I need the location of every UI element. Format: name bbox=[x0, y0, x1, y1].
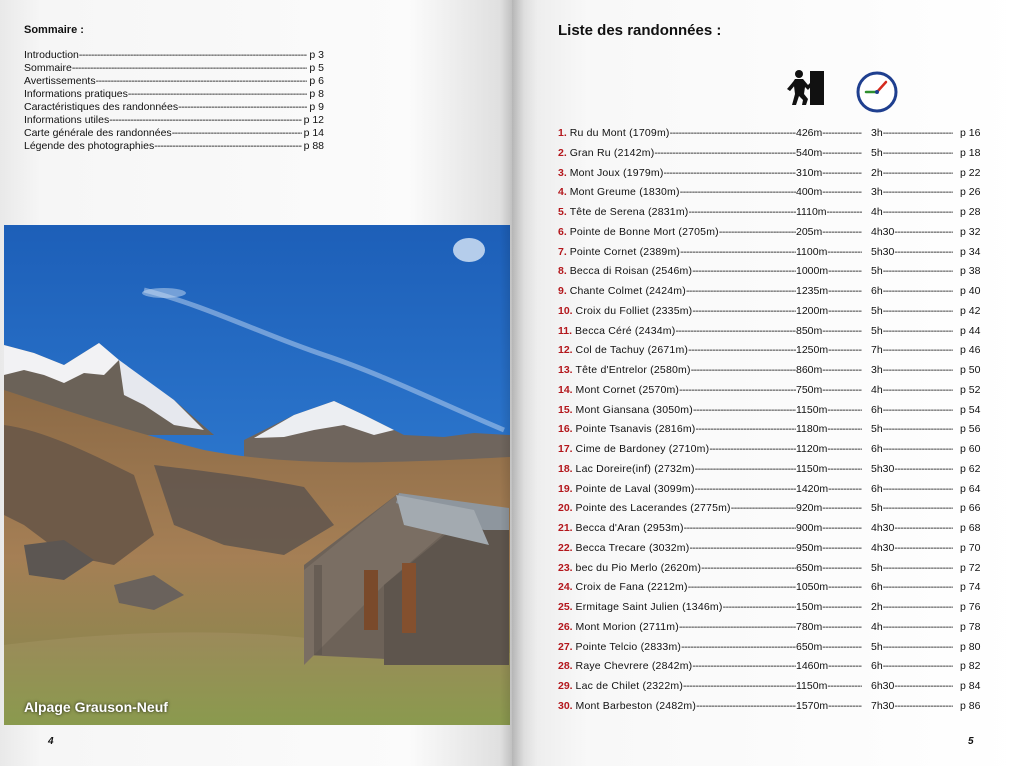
hike-name-cell bbox=[558, 322, 796, 342]
hike-elevation: 860m ----- bbox=[796, 361, 862, 381]
hike-elevation: 1250m ----- bbox=[796, 341, 862, 361]
hike-duration: 5h ----- bbox=[871, 322, 953, 342]
hike-elevation: 780m ----- bbox=[796, 618, 862, 638]
hike-duration: 4h30 ----- bbox=[871, 223, 953, 243]
table-of-contents bbox=[24, 49, 324, 153]
hike-row bbox=[558, 420, 988, 440]
hike-elevation: 1200m ----- bbox=[796, 302, 862, 322]
hike-number: 3. bbox=[558, 166, 567, 179]
hike-duration: 5h ----- bbox=[871, 144, 953, 164]
hike-name: Becca Céré (2434m) bbox=[574, 324, 676, 337]
toc-label: Informations utiles bbox=[24, 114, 110, 126]
hike-row bbox=[558, 124, 988, 144]
hike-name-cell bbox=[558, 657, 796, 677]
hike-number: 10. bbox=[558, 304, 573, 317]
hike-page: p 64 bbox=[960, 482, 981, 495]
hike-duration: 5h ----- bbox=[871, 638, 953, 658]
hike-row bbox=[558, 578, 988, 598]
hike-name: Pointe Tsanavis (2816m) bbox=[575, 423, 696, 436]
hike-name-cell bbox=[558, 697, 796, 717]
hike-row bbox=[558, 322, 988, 342]
hike-page: p 82 bbox=[960, 660, 981, 673]
hike-elevation: 1150m ----- bbox=[796, 677, 862, 697]
hike-row bbox=[558, 499, 988, 519]
hike-name: Pointe Telcio (2833m) bbox=[575, 640, 682, 653]
hike-name-cell bbox=[558, 618, 796, 638]
hike-name: Pointe de Bonne Mort (2705m) bbox=[569, 225, 719, 238]
toc-title: Sommaire : bbox=[24, 24, 84, 36]
toc-leader bbox=[109, 114, 301, 127]
hike-duration: 2h ----- bbox=[871, 598, 953, 618]
hike-elevation: 1100m ----- bbox=[796, 243, 862, 263]
toc-row bbox=[24, 114, 324, 127]
hike-row bbox=[558, 539, 988, 559]
hike-row bbox=[558, 657, 988, 677]
hike-elevation: 1150m ----- bbox=[796, 460, 862, 480]
hike-elevation: 1570m ----- bbox=[796, 697, 862, 717]
hike-name-cell bbox=[558, 381, 796, 401]
hike-elevation: 426m ----- bbox=[796, 124, 862, 144]
toc-leader bbox=[79, 49, 308, 62]
hike-name-cell bbox=[558, 361, 796, 381]
hike-number: 23. bbox=[558, 561, 573, 574]
hike-elevation: 1000m ----- bbox=[796, 262, 862, 282]
hike-name-cell bbox=[558, 499, 796, 519]
hike-elevation: 1050m ----- bbox=[796, 578, 862, 598]
hike-elevation: 650m ----- bbox=[796, 638, 862, 658]
hike-duration: 6h ----- bbox=[871, 657, 953, 677]
hike-page: p 44 bbox=[960, 324, 981, 337]
hike-name-cell bbox=[558, 598, 796, 618]
hike-name: Mont Morion (2711m) bbox=[575, 620, 679, 633]
hike-page: p 22 bbox=[960, 166, 981, 179]
toc-leader bbox=[172, 127, 302, 140]
hike-elevation: 1180m ----- bbox=[796, 420, 862, 440]
hike-row bbox=[558, 203, 988, 223]
hike-page: p 52 bbox=[960, 383, 981, 396]
hike-name-cell bbox=[558, 262, 796, 282]
hike-duration: 4h30 ----- bbox=[871, 539, 953, 559]
hike-number: 8. bbox=[558, 265, 567, 278]
hike-name-cell bbox=[558, 420, 796, 440]
hike-elevation: 205m ----- bbox=[796, 223, 862, 243]
hike-name: Croix du Folliet (2335m) bbox=[575, 304, 693, 317]
toc-page: p 12 bbox=[303, 114, 324, 126]
toc-leader bbox=[178, 101, 307, 114]
hike-elevation: 1110m ----- bbox=[796, 203, 862, 223]
hike-page: p 84 bbox=[960, 680, 981, 692]
hike-elevation: 540m ----- bbox=[796, 144, 862, 164]
hike-page: p 56 bbox=[960, 423, 981, 436]
hike-duration: 3h ----- bbox=[871, 183, 953, 203]
toc-row bbox=[24, 49, 324, 62]
toc-row bbox=[24, 140, 324, 153]
hike-name: Croix de Fana (2212m) bbox=[575, 581, 688, 594]
toc-page: p 3 bbox=[309, 49, 324, 61]
hiker-icon bbox=[786, 67, 828, 109]
hike-page: p 38 bbox=[960, 265, 981, 278]
hike-row bbox=[558, 460, 988, 480]
hike-duration: 5h ----- bbox=[871, 499, 953, 519]
hike-row bbox=[558, 164, 988, 184]
hike-number: 12. bbox=[558, 344, 573, 357]
hike-elevation: 650m ----- bbox=[796, 559, 862, 579]
clock-icon bbox=[855, 70, 899, 114]
hike-page: p 74 bbox=[960, 581, 981, 594]
toc-row bbox=[24, 62, 324, 75]
hike-row bbox=[558, 401, 988, 421]
hike-row bbox=[558, 638, 988, 658]
hike-duration: 4h ----- bbox=[871, 381, 953, 401]
hike-name-cell bbox=[558, 559, 796, 579]
hike-duration: 5h ----- bbox=[871, 559, 953, 579]
toc-row bbox=[24, 127, 324, 140]
hike-number: 14. bbox=[558, 383, 573, 396]
hike-elevation: 950m ----- bbox=[796, 539, 862, 559]
hike-number: 28. bbox=[558, 660, 573, 673]
hike-name-cell bbox=[558, 401, 796, 421]
hike-duration: 6h ----- bbox=[871, 480, 953, 500]
book-gutter bbox=[500, 0, 524, 766]
hike-duration: 5h ----- bbox=[871, 262, 953, 282]
hike-number: 1. bbox=[558, 127, 567, 139]
hike-page: p 66 bbox=[960, 502, 981, 515]
hike-number: 24. bbox=[558, 581, 573, 594]
hike-elevation: 1235m ----- bbox=[796, 282, 862, 302]
hike-row bbox=[558, 440, 988, 460]
hike-elevation: 900m ----- bbox=[796, 519, 862, 539]
hike-name-cell bbox=[558, 203, 796, 223]
hike-page: p 76 bbox=[960, 601, 981, 613]
hike-row bbox=[558, 559, 988, 579]
hike-row bbox=[558, 243, 988, 263]
hike-name: Ermitage Saint Julien (1346m) bbox=[575, 601, 723, 613]
hike-number: 27. bbox=[558, 640, 573, 653]
hike-name-cell bbox=[558, 302, 796, 322]
hike-name-cell bbox=[558, 223, 796, 243]
hike-row bbox=[558, 361, 988, 381]
toc-leader bbox=[154, 140, 301, 153]
hike-row bbox=[558, 302, 988, 322]
toc-label: Caractéristiques des randonnées bbox=[24, 101, 179, 113]
hike-number: 2. bbox=[558, 146, 567, 159]
hike-list-title: Liste des randonnées : bbox=[558, 22, 722, 39]
hike-page: p 40 bbox=[960, 285, 981, 297]
hike-duration: 5h ----- bbox=[871, 302, 953, 322]
hike-number: 18. bbox=[558, 462, 573, 475]
toc-label: Légende des photographies bbox=[24, 140, 155, 152]
hike-name: Chante Colmet (2424m) bbox=[569, 285, 686, 297]
hike-number: 15. bbox=[558, 403, 573, 416]
hike-name: Tête d'Entrelor (2580m) bbox=[575, 364, 691, 376]
hike-duration: 4h ----- bbox=[871, 618, 953, 638]
toc-leader bbox=[72, 62, 308, 75]
toc-label: Carte générale des randonnées bbox=[24, 127, 172, 139]
hike-number: 16. bbox=[558, 423, 573, 436]
toc-page: p 14 bbox=[303, 127, 324, 139]
hike-row bbox=[558, 697, 988, 717]
hike-name: Ru du Mont (1709m) bbox=[569, 127, 670, 139]
hike-page: p 46 bbox=[960, 344, 981, 357]
toc-label: Informations pratiques bbox=[24, 88, 128, 100]
hike-elevation: 400m ----- bbox=[796, 183, 862, 203]
hike-duration: 7h30 ----- bbox=[871, 697, 953, 717]
hike-number: 7. bbox=[558, 245, 567, 258]
hike-elevation: 310m ----- bbox=[796, 164, 862, 184]
hike-number: 19. bbox=[558, 482, 573, 495]
hike-name: Tête de Serena (2831m) bbox=[569, 206, 689, 218]
hike-duration: 6h ----- bbox=[871, 578, 953, 598]
hike-number: 22. bbox=[558, 541, 573, 554]
hike-name-cell bbox=[558, 183, 796, 203]
hike-page: p 72 bbox=[960, 561, 981, 574]
hike-name: Lac Doreire(inf) (2732m) bbox=[575, 462, 695, 475]
hike-row bbox=[558, 480, 988, 500]
hike-page: p 34 bbox=[960, 245, 981, 258]
hike-name: Becca d'Aran (2953m) bbox=[575, 522, 684, 534]
hike-name-cell bbox=[558, 578, 796, 598]
photo-caption: Alpage Grauson-Neuf bbox=[24, 699, 168, 715]
hike-name-cell bbox=[558, 480, 796, 500]
hike-row bbox=[558, 183, 988, 203]
hike-name-cell bbox=[558, 124, 796, 144]
hike-duration: 6h ----- bbox=[871, 401, 953, 421]
hike-row bbox=[558, 341, 988, 361]
hike-number: 6. bbox=[558, 225, 567, 238]
hike-number: 17. bbox=[558, 443, 573, 455]
hike-duration: 6h ----- bbox=[871, 282, 953, 302]
hike-page: p 32 bbox=[960, 225, 981, 238]
hike-number: 30. bbox=[558, 699, 573, 712]
hike-duration: 3h ----- bbox=[871, 124, 953, 144]
hike-number: 4. bbox=[558, 186, 567, 199]
hike-page: p 54 bbox=[960, 403, 981, 416]
hike-elevation: 1120m ----- bbox=[796, 440, 862, 460]
toc-row bbox=[24, 88, 324, 101]
hike-duration: 5h30 ----- bbox=[871, 460, 953, 480]
mountain-photo bbox=[4, 225, 510, 725]
hike-row bbox=[558, 381, 988, 401]
hike-name-cell bbox=[558, 144, 796, 164]
hike-duration: 7h ----- bbox=[871, 341, 953, 361]
hike-name-cell bbox=[558, 638, 796, 658]
hike-name-cell bbox=[558, 460, 796, 480]
toc-label: Avertissements bbox=[24, 75, 96, 87]
hike-name-cell bbox=[558, 539, 796, 559]
toc-row bbox=[24, 75, 324, 88]
hike-number: 26. bbox=[558, 620, 573, 633]
toc-page: p 9 bbox=[309, 101, 324, 113]
hike-page: p 26 bbox=[960, 186, 981, 199]
hike-row bbox=[558, 618, 988, 638]
hike-duration: 5h ----- bbox=[871, 420, 953, 440]
hike-name-cell bbox=[558, 440, 796, 460]
hike-page: p 78 bbox=[960, 620, 981, 633]
toc-page: p 5 bbox=[309, 62, 324, 74]
hike-row bbox=[558, 519, 988, 539]
hike-duration: 5h30 ----- bbox=[871, 243, 953, 263]
toc-label: Introduction bbox=[24, 49, 79, 61]
hike-page: p 80 bbox=[960, 640, 981, 653]
hike-name: Raye Chevrere (2842m) bbox=[575, 660, 693, 673]
hike-number: 20. bbox=[558, 502, 573, 515]
hike-row bbox=[558, 677, 988, 697]
hike-name: Mont Greume (1830m) bbox=[569, 186, 680, 199]
hike-page: p 68 bbox=[960, 522, 981, 534]
hike-elevation: 920m ----- bbox=[796, 499, 862, 519]
hike-name: Mont Joux (1979m) bbox=[569, 166, 664, 179]
hike-name: Becca Trecare (3032m) bbox=[575, 541, 690, 554]
hike-elevation: 1150m ----- bbox=[796, 401, 862, 421]
hike-row bbox=[558, 282, 988, 302]
hike-name-cell bbox=[558, 282, 796, 302]
hike-name-cell bbox=[558, 677, 796, 697]
toc-leader bbox=[96, 75, 308, 88]
hike-number: 5. bbox=[558, 206, 567, 218]
hike-name: Col de Tachuy (2671m) bbox=[575, 344, 689, 357]
hike-duration: 2h ----- bbox=[871, 164, 953, 184]
toc-page: p 88 bbox=[303, 140, 324, 152]
hike-name: Mont Barbeston (2482m) bbox=[575, 699, 697, 712]
hike-number: 25. bbox=[558, 601, 573, 613]
hike-name: Pointe de Laval (3099m) bbox=[575, 482, 695, 495]
toc-row bbox=[24, 101, 324, 114]
page-number-left: 4 bbox=[48, 736, 54, 747]
hike-duration: 4h ----- bbox=[871, 203, 953, 223]
hike-duration: 6h ----- bbox=[871, 440, 953, 460]
hike-name: Mont Cornet (2570m) bbox=[575, 383, 680, 396]
hike-page: p 70 bbox=[960, 541, 981, 554]
hike-duration: 6h30 ----- bbox=[871, 677, 953, 697]
hike-number: 29. bbox=[558, 680, 573, 692]
page-number-right: 5 bbox=[968, 736, 974, 747]
hike-number: 13. bbox=[558, 364, 573, 376]
hike-name: Mont Giansana (3050m) bbox=[575, 403, 693, 416]
hike-row bbox=[558, 223, 988, 243]
hike-duration: 3h ----- bbox=[871, 361, 953, 381]
hike-name: Becca di Roisan (2546m) bbox=[569, 265, 693, 278]
hike-name-cell bbox=[558, 341, 796, 361]
toc-page: p 8 bbox=[309, 88, 324, 100]
hike-page: p 60 bbox=[960, 443, 981, 455]
hike-elevation: 750m ----- bbox=[796, 381, 862, 401]
hike-elevation: 150m ----- bbox=[796, 598, 862, 618]
toc-page: p 6 bbox=[309, 75, 324, 87]
hike-list bbox=[558, 124, 988, 717]
hike-row bbox=[558, 144, 988, 164]
hike-page: p 28 bbox=[960, 206, 981, 218]
hike-page: p 50 bbox=[960, 364, 981, 376]
hike-number: 11. bbox=[558, 324, 573, 337]
hike-page: p 16 bbox=[960, 127, 981, 139]
hike-elevation: 1420m ----- bbox=[796, 480, 862, 500]
toc-leader bbox=[128, 88, 308, 101]
hike-name: Pointe Cornet (2389m) bbox=[569, 245, 681, 258]
hike-page: p 42 bbox=[960, 304, 981, 317]
hike-name: Cime de Bardoney (2710m) bbox=[575, 443, 710, 455]
hike-page: p 86 bbox=[960, 699, 981, 712]
hike-number: 21. bbox=[558, 522, 573, 534]
hike-elevation: 1460m ----- bbox=[796, 657, 862, 677]
hike-page: p 18 bbox=[960, 146, 981, 159]
toc-label: Sommaire bbox=[24, 62, 72, 74]
hike-row bbox=[558, 598, 988, 618]
hike-name: bec du Pio Merlo (2620m) bbox=[575, 561, 702, 574]
hike-page: p 62 bbox=[960, 462, 981, 475]
hike-duration: 4h30 ----- bbox=[871, 519, 953, 539]
hike-elevation: 850m ----- bbox=[796, 322, 862, 342]
hike-name: Lac de Chilet (2322m) bbox=[575, 680, 684, 692]
hike-name: Pointe des Lacerandes (2775m) bbox=[575, 502, 731, 515]
hike-name-cell bbox=[558, 243, 796, 263]
hike-number: 9. bbox=[558, 285, 567, 297]
hike-name-cell bbox=[558, 519, 796, 539]
hike-row bbox=[558, 262, 988, 282]
hike-name: Gran Ru (2142m) bbox=[569, 146, 655, 159]
hike-name-cell bbox=[558, 164, 796, 184]
